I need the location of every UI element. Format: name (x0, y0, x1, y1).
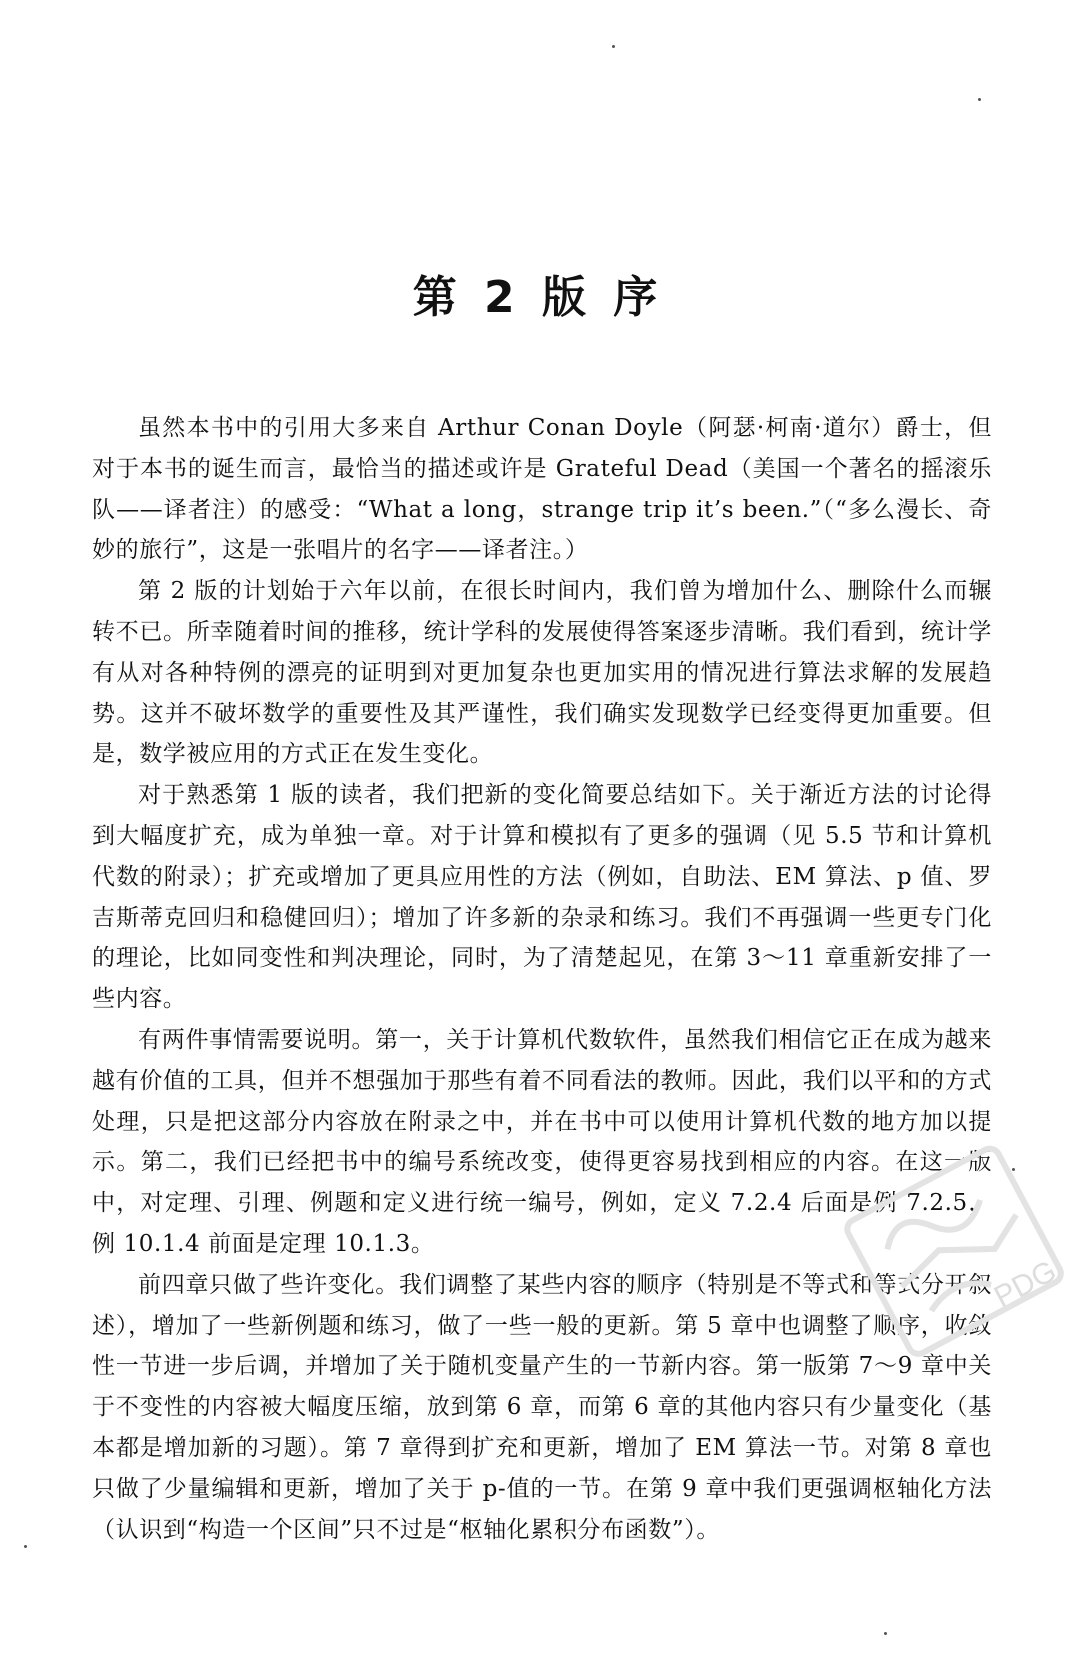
paragraph: 对于熟悉第 1 版的读者，我们把新的变化简要总结如下。关于渐近方法的讨论得到大幅度扩充，成为单独一章。对于计算和模拟有了更多的强调（见 5.5 节和计算机代数的附录）；扩充或增加了更具应用性的方法（例如，自助法、EM 算法、p 值、罗吉斯蒂克回归和稳健回归）；增加了许多新的杂录和练习。我们不再强调一些更专门化的理论，比如同变性和判决理论，同时，为了清楚起见，在第 3～11 章重新安排了一些内容。 (92, 782, 992, 1013)
scan-speck (978, 98, 981, 101)
paragraph: 前四章只做了些许变化。我们调整了某些内容的顺序（特别是不等式和等式分开叙述），增加了一些新例题和练习，做了一些一般的更新。第 5 章中也调整了顺序，收敛性一节进一步后调，并增加了关于随机变量产生的一节新内容。第一版第 7～9 章中关于不变性的内容被大幅度压缩，放到第 6 章，而第 6 章的其他内容只有少量变化（基本都是增加新的习题）。第 7 章得到扩充和更新，增加了 EM 算法一节。对第 8 章也只做了少量编辑和更新，增加了关于 p-值的一节。在第 9 章中我们更强调枢轴化方法（认识到“构造一个区间”只不过是“枢轴化累积分布函数”）。 (92, 1271, 992, 1543)
page-title: 第 2 版 序 (412, 272, 664, 323)
paragraph: 有两件事情需要说明。第一，关于计算机代数软件，虽然我们相信它正在成为越来越有价值的工具，但并不想强加于那些有着不同看法的教师。因此，我们以平和的方式处理，只是把这部分内容放在附录之中，并在书中可以使用计算机代数的地方加以提示。第二，我们已经把书中的编号系统改变，使得更容易找到相应的内容。在这一版中，对定理、引理、例题和定义进行统一编号，例如，定义 7.2.4 后面是例 7.2.5，例 10.1.4 前面是定理 10.1.3。 (92, 1026, 992, 1257)
paragraph: 第 2 版的计划始于六年以前，在很长时间内，我们曾为增加什么、删除什么而辗转不已。所幸随着时间的推移，统计学科的发展使得答案逐步清晰。我们看到，统计学有从对各种特例的漂亮的证明到对更加复杂也更加实用的情况进行算法求解的发展趋势。这并不破坏数学的重要性及其严谨性，我们确实发现数学已经变得更加重要。但是，数学被应用的方式正在发生变化。 (92, 578, 992, 768)
paragraph: 虽然本书中的引用大多来自 Arthur Conan Doyle（阿瑟·柯南·道尔）爵士，但对于本书的诞生而言，最恰当的描述或许是 Grateful Dead（美国一个著名的摇滚乐队——译者注）的感受：“What a long，strange trip it’s been.”（“多么漫长、奇妙的旅行”，这是一张唱片的名字——译者注。） (92, 415, 992, 564)
watermark-text: PDG (988, 1254, 1062, 1314)
scan-speck (24, 1545, 27, 1548)
scan-speck (1012, 1168, 1015, 1171)
scan-speck (884, 1632, 887, 1635)
preface-body (92, 408, 992, 1550)
scan-speck (612, 45, 615, 48)
